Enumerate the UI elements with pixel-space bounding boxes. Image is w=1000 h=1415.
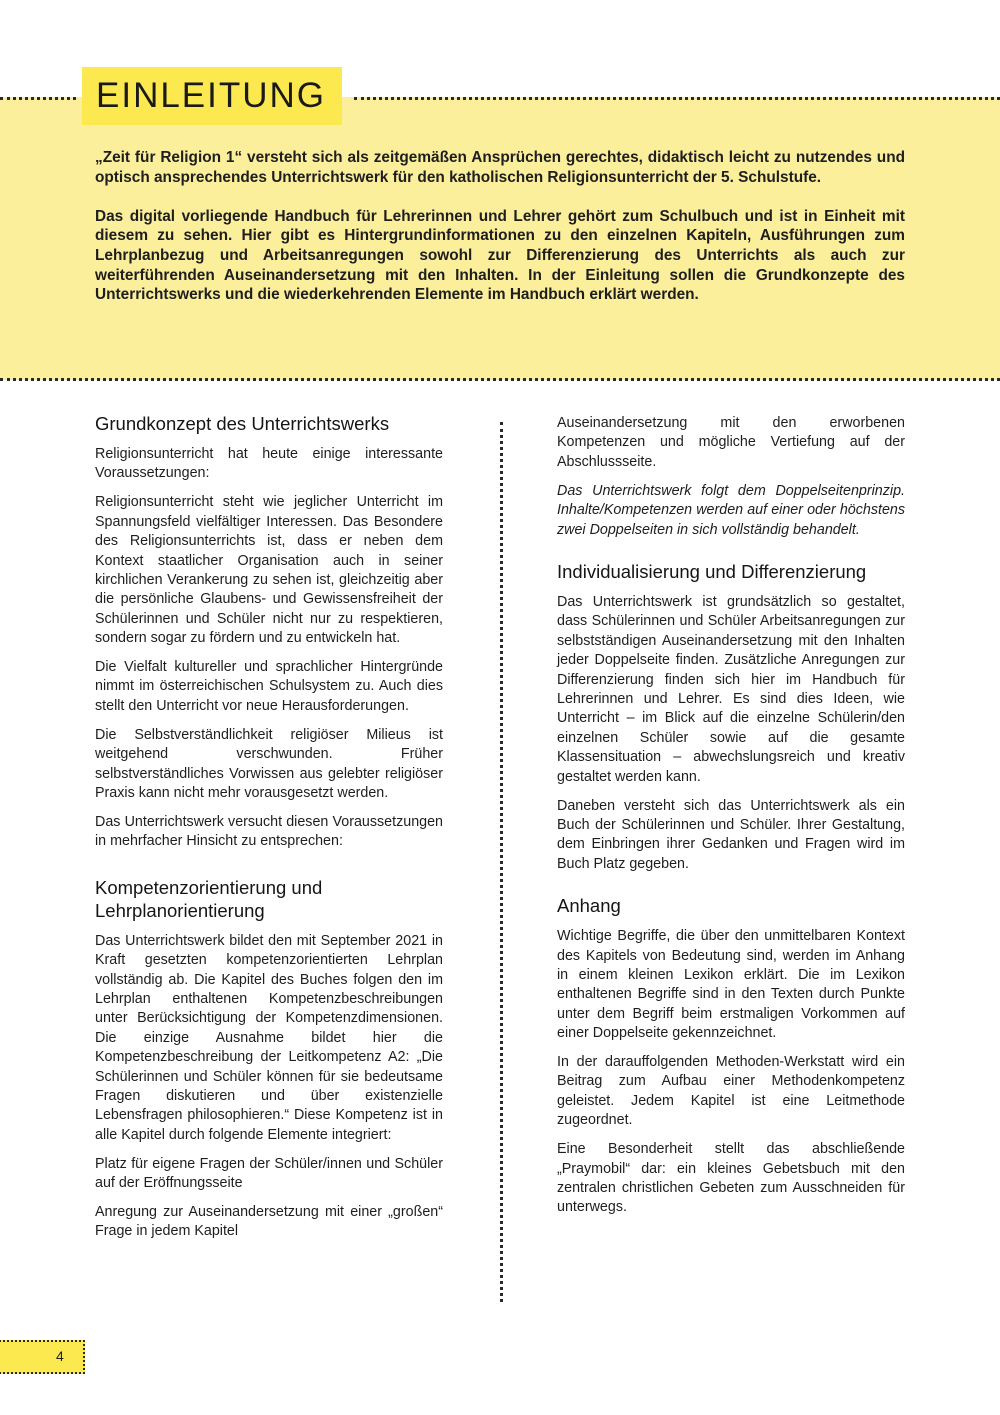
dotted-rule-top-right xyxy=(354,97,1000,100)
paragraph: Das Unterrichtswerk versucht diesen Voraussetzungen in mehrfacher Hinsicht zu entsprechen: xyxy=(95,813,443,850)
dotted-rule-bottom xyxy=(0,378,1000,381)
paragraph: Anregung zur Auseinandersetzung mit einer „großen“ Frage in jedem Kapitel xyxy=(95,1204,443,1240)
paragraph: Das Unterrichtswerk bildet den mit September 2021 in Kraft gesetzten kompetenzorientierten Lehrplan vollständig ab. Die Kapitel des Buches folgen den im Lehrplan enthaltenen Kompetenzbeschreibungen unter Berücksichtigung der Kompetenzdimensionen. Die einzige Ausnahme bildet hier die Kompetenzbeschreibung der Leitkompetenz A2: „Die Schülerinnen und Schüler können für sie bedeutsame Fragen diskutieren und über existenzielle Lebensfragen philosophieren.“ Diese Kompetenz ist in alle Kapitel durch folgende Elemente integriert: xyxy=(95,932,443,1143)
page-number-box xyxy=(0,1340,85,1374)
paragraph-italic: Das Unterrichtswerk folgt dem Doppelseitenprinzip. Inhalte/Kompetenzen werden auf einer oder höchstens zwei Doppelseiten in sich vollständig behandelt. xyxy=(557,482,905,538)
intro-paragraph: Das digital vorliegende Handbuch für Lehrerinnen und Lehrer gehört zum Schulbuch und ist in Einheit mit diesem zu sehen. Hier gibt es Hintergrundinformationen zu den einzelnen Kapiteln, Ausführungen zum Lehrplanbezug und Arbeitsanregungen sowohl zur Differenzierung des Unterrichts als auch zur weiterführenden Auseinandersetzung mit den Inhalten. In der Einleitung sollen die Grundkonzepte des Unterrichtswerks und die wiederkehrenden Elemente im Handbuch erklärt werden. xyxy=(95,207,905,304)
paragraph: Das Unterrichtswerk ist grundsätzlich so gestaltet, dass Schülerinnen und Schüler Arbeitsanregungen zur selbstständigen Auseinandersetzung mit den Inhalten jeder Doppelseite finden. Zusätzliche Anregungen zur Differenzierung finden sich hier im Handbuch für Lehrerinnen und Lehrer. Es sind dies Ideen, wie Unterricht – im Blick auf die einzelne Schülerin/den einzelnen Schüler sowie auf die gesamte Klassensituation – abwechslungsreich und kreativ gestaltet werden kann. xyxy=(557,593,905,785)
heading-individualisierung: Individualisierung und Differenzierung xyxy=(557,560,867,582)
paragraph: Platz für eigene Fragen der Schüler/innen und Schüler auf der Eröffnungsseite xyxy=(95,1155,443,1192)
paragraph: Wichtige Begriffe, die über den unmittelbaren Kontext des Kapitels von Bedeutung sind, werden im Anhang in einem kleinen Lexikon erklärt. Die im Lexikon enthaltenen Begriffe sind in den Texten durch Punkte unter dem Begriff beim erstmaligen Vorkommen auf einer Doppelseite gekennzeichnet. xyxy=(557,928,905,1042)
dotted-rule-top-left xyxy=(0,97,76,100)
paragraph: Die Selbstverständlichkeit religiöser Milieus ist weitgehend verschwunden. Früher selbstverständliches Vorwissen aus gelebter religiöser Praxis kann nicht mehr vorausgesetzt werden. xyxy=(95,726,443,801)
intro-paragraph: „Zeit für Religion 1“ versteht sich als zeitgemäßen Ansprüchen gerechtes, didaktisch leicht zu nutzendes und optisch ansprechendes Unterrichtswerk für den katholischen Religionsunterricht der 5. Schulstufe. xyxy=(95,149,905,186)
paragraph: Die Vielfalt kultureller und sprachlicher Hintergründe nimmt im österreichischen Schulsystem zu. Auch dies stellt den Unterricht vor neue Herausforderungen. xyxy=(95,659,443,714)
paragraph: Eine Besonderheit stellt das abschließende „Praymobil“ dar: ein kleines Gebetsbuch mit den zentralen christlichen Gebeten zum Ausschneiden für unterwegs. xyxy=(557,1141,905,1216)
paragraph: Auseinandersetzung mit den erworbenen Kompetenzen und mögliche Vertiefung auf der Abschlussseite. xyxy=(557,415,905,470)
intro-text xyxy=(95,148,905,324)
heading-anhang: Anhang xyxy=(557,895,621,917)
right-column xyxy=(557,414,905,1227)
paragraph: In der darauffolgenden Methoden-Werkstatt wird ein Beitrag zum Aufbau einer Methodenkompetenz geleistet. Jedem Kapitel ist eine Leitmethode zugeordnet. xyxy=(557,1054,905,1129)
paragraph: Daneben versteht sich das Unterrichtswerk als ein Buch der Schülerinnen und Schüler. Ihrer Gestaltung, dem Einbringen ihrer Gedanken und Fragen wird im Buch Platz gegeben. xyxy=(557,797,905,872)
heading-grundkonzept: Grundkonzept des Unterrichtswerks xyxy=(95,413,390,434)
paragraph: Religionsunterricht steht wie jeglicher Unterricht im Spannungsfeld vielfältiger Interessen. Das Besondere des Religionsunterrichts ist, dass er neben dem Kontext staatlicher Organisation auch in seiner kirchlichen Verankerung zu sehen ist, gleichzeitig aber die persönliche Glaubens- und Gewissensfreiheit der Schülerinnen und Schüler nicht nur zu respektieren, sondern sogar zu fördern und zu entwickeln hat. xyxy=(95,494,443,647)
paragraph: Religionsunterricht hat heute einige interessante Voraussetzungen: xyxy=(95,446,443,482)
page-number: 4 xyxy=(56,1348,64,1364)
left-column xyxy=(95,412,443,1251)
column-divider xyxy=(500,422,503,1302)
section-title: EINLEITUNG xyxy=(96,76,327,115)
section-title-box xyxy=(82,67,342,125)
heading-kompetenzorientierung: Kompetenzorientierung und Lehrplanorientierung xyxy=(95,876,323,921)
